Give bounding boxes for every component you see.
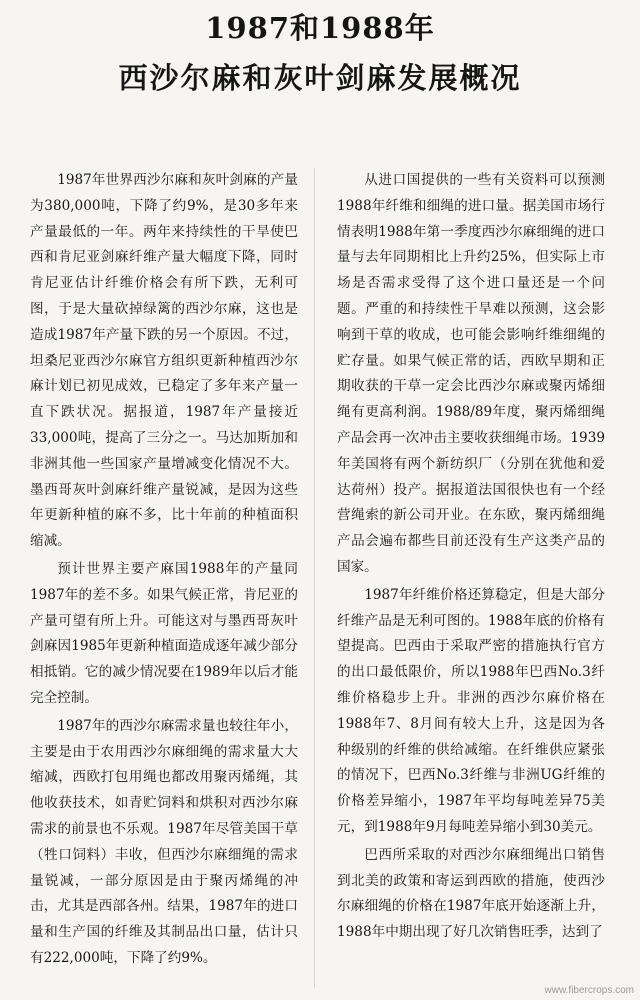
column-divider — [314, 168, 315, 988]
paragraph: 1987年世界西沙尔麻和灰叶剑麻的产量为380,000吨，下降了约9%，是30多年来产量最低的一年。两年来持续性的干旱使巴西和肯尼亚剑麻纤维产量大幅度下降，同时肯尼亚估计纤维价格会有所下跌，无利可图，于是大量砍掉绿篱的西沙尔麻，这也是造成1987年产量下跌的另一个原因。不过，坦桑尼亚西沙尔麻官方组织更新种植西沙尔麻计划已初见成效，已稳定了多年来产量一直下跌状况。据报道，1987年产量接近33,000吨，提高了三分之一。马达加斯加和非洲其他一些国家产量增减变化情况不大。墨西哥灰叶剑麻纤维产量锐减，是因为这些年更新种植的麻不多，比十年前的种植面积缩减。 — [30, 172, 298, 550]
paragraph: 预计世界主要产麻国1988年的产量同1987年的差不多。如果气候正常，肯尼亚的产量可望有所上升。可能这对与墨西哥灰叶剑麻因1985年更新种植面造成逐年减少部分相抵销。它的减少情况要在1989年以后才能完全控制。 — [30, 560, 298, 706]
paragraph: 从进口国提供的一些有关资料可以预测1988年纤维和细绳的进口量。据美国市场行情表明1988年第一季度西沙尔麻细绳的进口量与去年同期相比上升约25%，但实际上市场是否需求受得了这个进口量还是一个问题。严重的和持续性干旱难以预测，这会影响到干草的收成，也可能会影响纤维细绳的贮存量。如果气候正常的话，西欧早期和正期收获的干草一定会比西沙尔麻或聚丙烯细绳有更高利润。1988/89年度，聚丙烯细绳产品会再一次冲击主要收获细绳市场。1939年美国将有两个新纺织厂（分别在犹他和爱达荷州）投产。据报道法国很快也有一个经营绳索的新公司开业。在东欧，聚丙烯细绳产品会遍布都些目前还没有生产这类产品的国家。 — [337, 172, 605, 575]
left-column — [30, 168, 298, 974]
paragraph: 巴西所采取的对西沙尔麻细绳出口销售到北美的政策和寄运到西欧的措施，使西沙尔麻细绳的价格在1987年底开始逐渐上升，1988年中期出现了好几次销售旺季，达到了 — [337, 846, 605, 941]
article-title-line2: 西沙尔麻和灰叶剑麻发展概况 — [118, 61, 522, 95]
article-title-line1: 1987和1988年 — [205, 11, 435, 45]
right-column — [337, 168, 605, 948]
paragraph: 1987年纤维价格还算稳定，但是大部分纤维产品是无利可图的。1988年底的价格有望提高。巴西由于采取严密的措施执行官方的出口最低限价，所以1988年巴西No.3纤维价格稳步上升。非洲的西沙尔麻价格在1988年7、8月间有较大上升，这是因为各种级别的纤维的供给减缩。在纤维供应紧张的情况下，巴西No.3纤维与非洲UG纤维的价格差异缩小，1987年平均每吨差异75美元，到1988年9月每吨差异缩小到30美元。 — [337, 586, 605, 835]
site-watermark: www.fibercrops.com — [544, 985, 634, 996]
paragraph: 1987年的西沙尔麻需求量也较往年小，主要是由于农用西沙尔麻细绳的需求量大大缩减，西欧打包用绳也都改用聚丙烯绳，其他收获技术，如青贮饲料和烘积对西沙尔麻需求的前景也不乐观。1987年尽管美国干草（牲口饲料）丰收，但西沙尔麻细绳的需求量锐减，一部分原因是由于聚丙烯绳的冲击，尤其是西部各州。结果，1987年的进口量和生产国的纤维及其制品出口量，估计只有222,000吨，下降了约9%。 — [30, 717, 298, 966]
